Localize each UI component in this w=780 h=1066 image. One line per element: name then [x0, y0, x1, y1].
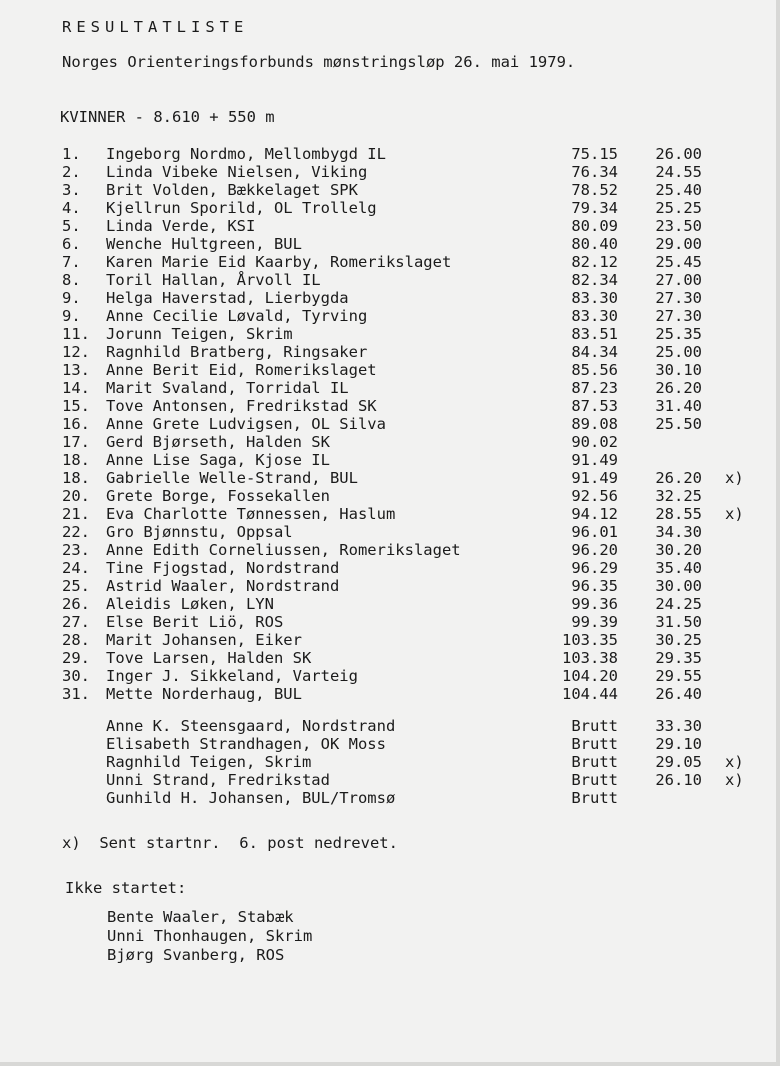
runner-name: Tine Fjogstad, Nordstrand — [106, 559, 340, 577]
split-time: 30.00 — [655, 577, 702, 595]
split-time: 31.50 — [655, 613, 702, 631]
split-time: 33.30 — [655, 717, 702, 735]
runner-name: Tove Antonsen, Fredrikstad SK — [106, 397, 377, 415]
split-time: 30.20 — [655, 541, 702, 559]
split-time: 26.10 — [655, 771, 702, 789]
runner-name: Brit Volden, Bækkelaget SPK — [106, 181, 358, 199]
dnf-status: Brutt — [571, 735, 618, 753]
finish-time: 83.51 — [571, 325, 618, 343]
finish-time: 82.12 — [571, 253, 618, 271]
finish-time: 96.20 — [571, 541, 618, 559]
placing: 18. — [62, 469, 90, 487]
placing: 15. — [62, 397, 90, 415]
runner-name: Anne Edith Corneliussen, Romerikslaget — [106, 541, 461, 559]
placing: 6. — [62, 235, 81, 253]
runner-name: Karen Marie Eid Kaarby, Romerikslaget — [106, 253, 452, 271]
finish-time: 99.39 — [571, 613, 618, 631]
finish-time: 91.49 — [571, 451, 618, 469]
finish-time: 104.20 — [562, 667, 618, 685]
footnote: x) Sent startnr. 6. post nedrevet. — [62, 834, 398, 852]
split-time: 25.25 — [655, 199, 702, 217]
placing: 16. — [62, 415, 90, 433]
runner-name: Aleidis Løken, LYN — [106, 595, 274, 613]
placing: 21. — [62, 505, 90, 523]
split-time: 30.10 — [655, 361, 702, 379]
split-time: 29.35 — [655, 649, 702, 667]
placing: 23. — [62, 541, 90, 559]
finish-time: 99.36 — [571, 595, 618, 613]
runner-name: Toril Hallan, Årvoll IL — [106, 271, 321, 289]
runner-name: Gabrielle Welle-Strand, BUL — [106, 469, 358, 487]
split-time: 24.25 — [655, 595, 702, 613]
runner-name: Elisabeth Strandhagen, OK Moss — [106, 735, 386, 753]
placing: 14. — [62, 379, 90, 397]
finish-time: 103.35 — [562, 631, 618, 649]
placing: 18. — [62, 451, 90, 469]
runner-name: Anne Cecilie Løvald, Tyrving — [106, 307, 368, 325]
finish-time: 82.34 — [571, 271, 618, 289]
dnf-status: Brutt — [571, 789, 618, 807]
placing: 8. — [62, 271, 81, 289]
not-started-heading: Ikke startet: — [65, 879, 187, 897]
finish-time: 96.29 — [571, 559, 618, 577]
runner-name: Ragnhild Bratberg, Ringsaker — [106, 343, 368, 361]
runner-name: Unni Strand, Fredrikstad — [106, 771, 330, 789]
finish-time: 80.40 — [571, 235, 618, 253]
placing: 31. — [62, 685, 90, 703]
runner-name: Inger J. Sikkeland, Varteig — [106, 667, 358, 685]
split-time: 34.30 — [655, 523, 702, 541]
split-time: 31.40 — [655, 397, 702, 415]
placing: 13. — [62, 361, 90, 379]
runner-name: Ragnhild Teigen, Skrim — [106, 753, 312, 771]
placing: 22. — [62, 523, 90, 541]
placing: 17. — [62, 433, 90, 451]
finish-time: 94.12 — [571, 505, 618, 523]
finish-time: 83.30 — [571, 307, 618, 325]
placing: 28. — [62, 631, 90, 649]
split-time: 25.45 — [655, 253, 702, 271]
split-time: 26.40 — [655, 685, 702, 703]
split-time: 35.40 — [655, 559, 702, 577]
runner-name: Else Berit Liö, ROS — [106, 613, 284, 631]
runner-name: Anne Lise Saga, Kjose IL — [106, 451, 330, 469]
event-subtitle: Norges Orienteringsforbunds mønstringsløp 26. mai 1979. — [62, 53, 576, 71]
runner-name: Marit Svaland, Torridal IL — [106, 379, 349, 397]
finish-time: 103.38 — [562, 649, 618, 667]
runner-name: Eva Charlotte Tønnessen, Haslum — [106, 505, 396, 523]
placing: 7. — [62, 253, 81, 271]
runner-name: Kjellrun Sporild, OL Trollelg — [106, 199, 377, 217]
finish-time: 76.34 — [571, 163, 618, 181]
runner-name: Linda Verde, KSI — [106, 217, 256, 235]
placing: 5. — [62, 217, 81, 235]
not-started-name: Unni Thonhaugen, Skrim — [107, 927, 313, 945]
split-time: 27.30 — [655, 307, 702, 325]
runner-name: Anne K. Steensgaard, Nordstrand — [106, 717, 396, 735]
finish-time: 89.08 — [571, 415, 618, 433]
runner-name: Helga Haverstad, Lierbygda — [106, 289, 349, 307]
split-time: 25.00 — [655, 343, 702, 361]
not-started-name: Bjørg Svanberg, ROS — [107, 946, 285, 964]
placing: 9. — [62, 307, 81, 325]
footnote-mark: x) — [725, 771, 744, 789]
class-heading: KVINNER - 8.610 + 550 m — [60, 108, 275, 126]
runner-name: Gunhild H. Johansen, BUL/Tromsø — [106, 789, 396, 807]
split-time: 26.20 — [655, 469, 702, 487]
runner-name: Linda Vibeke Nielsen, Viking — [106, 163, 368, 181]
runner-name: Mette Norderhaug, BUL — [106, 685, 302, 703]
finish-time: 83.30 — [571, 289, 618, 307]
placing: 11. — [62, 325, 90, 343]
runner-name: Anne Grete Ludvigsen, OL Silva — [106, 415, 386, 433]
placing: 30. — [62, 667, 90, 685]
split-time: 29.05 — [655, 753, 702, 771]
dnf-status: Brutt — [571, 753, 618, 771]
split-time: 25.35 — [655, 325, 702, 343]
placing: 1. — [62, 145, 81, 163]
finish-time: 96.35 — [571, 577, 618, 595]
runner-name: Astrid Waaler, Nordstrand — [106, 577, 340, 595]
finish-time: 87.23 — [571, 379, 618, 397]
placing: 4. — [62, 199, 81, 217]
runner-name: Anne Berit Eid, Romerikslaget — [106, 361, 377, 379]
not-started-name: Bente Waaler, Stabæk — [107, 908, 294, 926]
placing: 2. — [62, 163, 81, 181]
runner-name: Gro Bjønnstu, Oppsal — [106, 523, 293, 541]
placing: 3. — [62, 181, 81, 199]
placing: 24. — [62, 559, 90, 577]
runner-name: Wenche Hultgreen, BUL — [106, 235, 302, 253]
footnote-mark: x) — [725, 469, 744, 487]
placing: 27. — [62, 613, 90, 631]
finish-time: 104.44 — [562, 685, 618, 703]
runner-name: Ingeborg Nordmo, Mellombygd IL — [106, 145, 386, 163]
split-time: 29.00 — [655, 235, 702, 253]
finish-time: 79.34 — [571, 199, 618, 217]
runner-name: Grete Borge, Fossekallen — [106, 487, 330, 505]
split-time: 25.50 — [655, 415, 702, 433]
document-title: RESULTATLISTE — [62, 18, 249, 36]
split-time: 24.55 — [655, 163, 702, 181]
dnf-status: Brutt — [571, 717, 618, 735]
split-time: 23.50 — [655, 217, 702, 235]
finish-time: 84.34 — [571, 343, 618, 361]
split-time: 27.30 — [655, 289, 702, 307]
placing: 25. — [62, 577, 90, 595]
split-time: 30.25 — [655, 631, 702, 649]
split-time: 25.40 — [655, 181, 702, 199]
placing: 26. — [62, 595, 90, 613]
placing: 20. — [62, 487, 90, 505]
finish-time: 91.49 — [571, 469, 618, 487]
split-time: 26.00 — [655, 145, 702, 163]
split-time: 28.55 — [655, 505, 702, 523]
split-time: 27.00 — [655, 271, 702, 289]
footnote-mark: x) — [725, 505, 744, 523]
finish-time: 90.02 — [571, 433, 618, 451]
runner-name: Jorunn Teigen, Skrim — [106, 325, 293, 343]
split-time: 32.25 — [655, 487, 702, 505]
placing: 9. — [62, 289, 81, 307]
finish-time: 96.01 — [571, 523, 618, 541]
finish-time: 80.09 — [571, 217, 618, 235]
runner-name: Marit Johansen, Eiker — [106, 631, 302, 649]
finish-time: 75.15 — [571, 145, 618, 163]
finish-time: 87.53 — [571, 397, 618, 415]
placing: 29. — [62, 649, 90, 667]
footnote-mark: x) — [725, 753, 744, 771]
split-time: 26.20 — [655, 379, 702, 397]
split-time: 29.55 — [655, 667, 702, 685]
runner-name: Tove Larsen, Halden SK — [106, 649, 312, 667]
split-time: 29.10 — [655, 735, 702, 753]
finish-time: 78.52 — [571, 181, 618, 199]
placing: 12. — [62, 343, 90, 361]
dnf-status: Brutt — [571, 771, 618, 789]
finish-time: 92.56 — [571, 487, 618, 505]
finish-time: 85.56 — [571, 361, 618, 379]
runner-name: Gerd Bjørseth, Halden SK — [106, 433, 330, 451]
